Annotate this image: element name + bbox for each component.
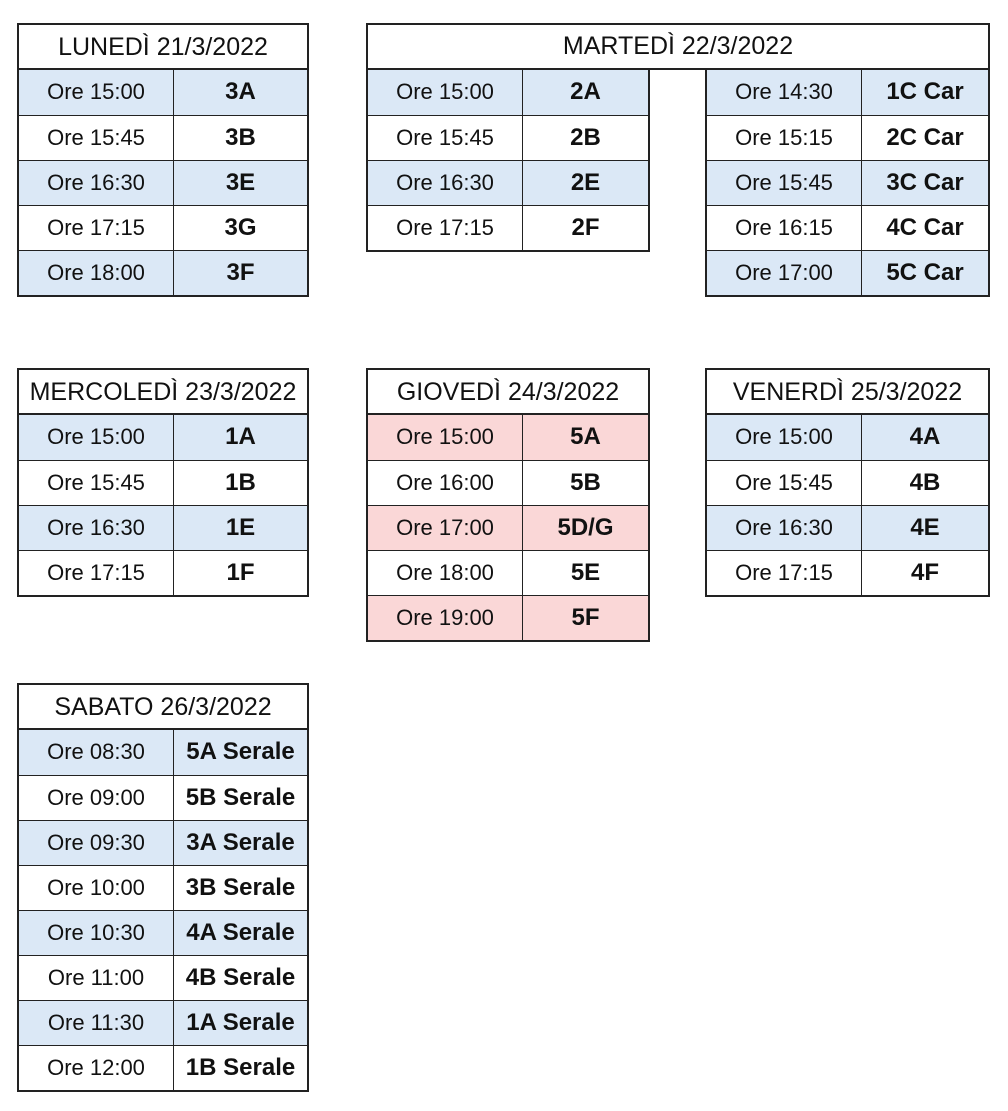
time-cell: Ore 15:00	[19, 70, 174, 115]
class-cell: 3B Serale	[185, 874, 296, 901]
class-cell: 3E	[225, 169, 256, 196]
table-row	[19, 1045, 307, 1090]
time-cell: Ore 10:00	[19, 866, 174, 910]
time-cell: Ore 16:30	[707, 506, 862, 550]
table-row	[368, 415, 648, 460]
class-cell: 2B	[570, 124, 601, 151]
table-row	[19, 460, 307, 505]
class-cell: 4B Serale	[185, 964, 296, 991]
class-cell: 5A	[570, 423, 601, 450]
time-cell: Ore 09:30	[19, 821, 174, 865]
table-row	[707, 205, 988, 250]
table-row	[368, 115, 648, 160]
time-cell: Ore 16:30	[368, 161, 523, 205]
table-row	[707, 415, 988, 460]
table-row	[707, 550, 988, 595]
time-cell: Ore 17:15	[368, 206, 523, 250]
time-cell: Ore 15:45	[707, 461, 862, 505]
time-cell: Ore 17:15	[19, 551, 174, 595]
schedule-table-sabato	[17, 683, 309, 1092]
table-title: VENERDÌ 25/3/2022	[707, 370, 988, 415]
class-cell: 4E	[910, 514, 940, 541]
class-cell: 4F	[910, 559, 939, 586]
table-row	[19, 820, 307, 865]
table-row	[19, 865, 307, 910]
class-cell: 4A Serale	[186, 919, 295, 946]
time-cell: Ore 15:45	[19, 116, 174, 160]
time-cell: Ore 15:45	[707, 161, 862, 205]
time-cell: Ore 08:30	[19, 730, 174, 775]
class-cell: 1E	[225, 514, 256, 541]
table-row	[368, 460, 648, 505]
class-cell: 1B Serale	[185, 1054, 296, 1081]
time-cell: Ore 11:30	[19, 1001, 174, 1045]
class-cell: 5E	[570, 559, 601, 586]
table-row	[368, 550, 648, 595]
time-cell: Ore 15:15	[707, 116, 862, 160]
schedule-table-giovedi	[366, 368, 650, 642]
time-cell: Ore 12:00	[19, 1046, 174, 1090]
class-cell: 3G	[224, 214, 257, 241]
class-cell: 1A	[225, 423, 256, 450]
class-cell: 3B	[225, 124, 256, 151]
time-cell: Ore 15:00	[368, 70, 523, 115]
time-cell: Ore 14:30	[707, 70, 862, 115]
class-cell: 1B	[225, 469, 256, 496]
class-cell: 3A Serale	[186, 829, 295, 856]
table-title: LUNEDÌ 21/3/2022	[19, 25, 307, 70]
table-row	[707, 460, 988, 505]
class-cell: 4B	[909, 469, 941, 496]
class-cell: 1C Car	[886, 78, 964, 105]
table-row	[19, 910, 307, 955]
class-cell: 5B	[570, 469, 601, 496]
class-cell: 2F	[571, 214, 600, 241]
table-row	[19, 505, 307, 550]
table-row	[368, 595, 648, 640]
time-cell: Ore 15:00	[19, 415, 174, 460]
time-cell: Ore 16:30	[19, 506, 174, 550]
table-row	[368, 205, 648, 250]
class-cell: 3A	[225, 78, 256, 105]
class-cell: 5C Car	[886, 259, 964, 286]
class-cell: 4A	[909, 423, 941, 450]
table-title: SABATO 26/3/2022	[19, 685, 307, 730]
time-cell: Ore 15:45	[19, 461, 174, 505]
table-title: MERCOLEDÌ 23/3/2022	[19, 370, 307, 415]
class-cell: 2A	[570, 78, 601, 105]
time-cell: Ore 16:30	[19, 161, 174, 205]
schedule-table-mercoledi	[17, 368, 309, 597]
table-row	[19, 160, 307, 205]
table-row	[707, 160, 988, 205]
time-cell: Ore 15:00	[707, 415, 862, 460]
time-cell: Ore 17:00	[368, 506, 523, 550]
schedule-table-martedi-left	[366, 68, 650, 252]
time-cell: Ore 17:15	[19, 206, 174, 250]
table-row	[368, 505, 648, 550]
table-row	[19, 415, 307, 460]
time-cell: Ore 17:15	[707, 551, 862, 595]
table-row	[19, 1000, 307, 1045]
time-cell: Ore 09:00	[19, 776, 174, 820]
time-cell: Ore 16:00	[368, 461, 523, 505]
class-cell: 2C Car	[886, 124, 964, 151]
table-row	[19, 775, 307, 820]
time-cell: Ore 10:30	[19, 911, 174, 955]
table-row	[368, 160, 648, 205]
table-row	[19, 550, 307, 595]
class-cell: 4C Car	[886, 214, 964, 241]
table-row	[19, 70, 307, 115]
class-cell: 5A Serale	[186, 738, 295, 765]
schedule-table-martedi-right	[705, 68, 990, 297]
time-cell: Ore 16:15	[707, 206, 862, 250]
class-cell: 5B Serale	[185, 784, 296, 811]
class-cell: 5D/G	[557, 514, 614, 541]
table-title: MARTEDÌ 22/3/2022	[562, 32, 794, 60]
time-cell: Ore 15:45	[368, 116, 523, 160]
time-cell: Ore 18:00	[368, 551, 523, 595]
schedule-table-lunedi	[17, 23, 309, 297]
table-row	[19, 205, 307, 250]
time-cell: Ore 19:00	[368, 596, 523, 640]
table-title: GIOVEDÌ 24/3/2022	[368, 370, 648, 415]
schedule-table-venerdi	[705, 368, 990, 597]
class-cell: 1F	[226, 559, 255, 586]
schedule-table-martedi-header	[366, 23, 990, 70]
class-cell: 1A Serale	[186, 1009, 295, 1036]
time-cell: Ore 18:00	[19, 251, 174, 295]
table-row	[368, 70, 648, 115]
table-row	[707, 250, 988, 295]
class-cell: 2E	[570, 169, 601, 196]
table-row	[707, 115, 988, 160]
time-cell: Ore 15:00	[368, 415, 523, 460]
table-row	[19, 115, 307, 160]
table-row	[19, 955, 307, 1000]
time-cell: Ore 11:00	[19, 956, 174, 1000]
class-cell: 3C Car	[886, 169, 964, 196]
table-row	[19, 250, 307, 295]
table-row	[707, 505, 988, 550]
time-cell: Ore 17:00	[707, 251, 862, 295]
table-row	[19, 730, 307, 775]
table-row	[707, 70, 988, 115]
class-cell: 5F	[571, 604, 600, 631]
class-cell: 3F	[226, 259, 255, 286]
